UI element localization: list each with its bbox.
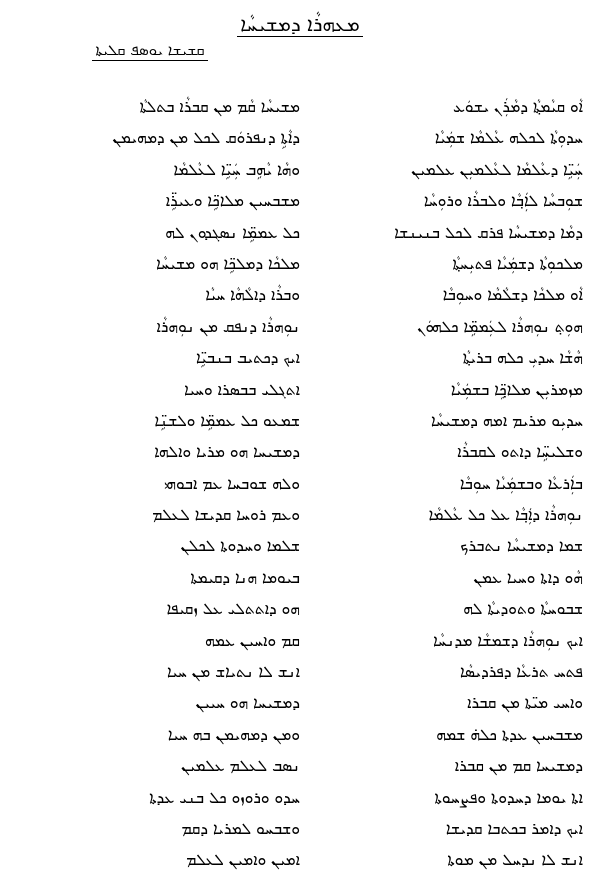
verse-line: ܘܥܡ ܪܘܚܐ ܩܕܝܫܐ ܠܥܠܡ [152,506,300,525]
verse-line: ܡܫܒܚܝܢ ܡܠܐܟܹ̈ܐ ܘܥܝܪܹ̈ܐ [165,192,300,211]
verse-column-right [318,92,583,877]
verse-line: ܘܫܒܚܘ ܠܡܪܝܐ ܕܩܡ [181,819,300,838]
verse-column-left [35,92,300,877]
verse-line: ܒܐܲܪܥܵܐ ܘܒܫܡܲܝܵܐ ܚܘܼܒܵܐ [459,474,583,493]
verse-line: ܫܡܥܘ ܟܠ ܥܡܡܹ̈ܐ ܘܠܫܢܹ̈ܐ [154,411,300,430]
verse-line: ܕܡܫܝܚܐ ܗܘ ܚܝܝܢ [195,694,300,713]
verse-line: ܢܣܒ ܠܥܠܡ ܥܠܡܝܢ [181,757,300,776]
verse-line: ܫܒܘܚܬܵܐ ܘܬܘܕܝܬܵܐ ܠܗ [463,600,583,619]
verse-line: ܚܕܘܼܬܵܐ ܠܟܠܗ ܥܵܠܡܵܐ ܫܡܲܝܵܐ [434,129,583,148]
verse-line: ܐܬܐ ܝܘܡܐ ܕܚܕܘܬܐ ܘܦܨܚܘܬܐ [434,788,583,807]
verse-line: ܢܘܼܗܪܵܐ ܕܐܲܒ݂ܵܐ ܥܠ ܟܠ ܥܵܠܡܵܐ [428,506,583,525]
verse-line: ܫܡܐ ܕܡܫܝܚܵܐ ܢܬܒܪܟ [460,537,583,556]
verse-line: ܚܲܝܹ̈ܐ ܕܥܵܠܡܵܐ ܠܥܵܠܡܝܼܢ ܥܠܡܝܢ [411,160,583,179]
verse-line: ܘܫܠܝܚܹ̈ܐ ܕܐܬܘ ܠܩܒܪܵܐ [457,443,583,462]
verse-line: ܫܘܼܒܚܵܐ ܠܐܲܒ݂ܵܐ ܘܠܒܪܵܐ ܘܪܘܼܚܵܐ [423,192,583,211]
verse-line: ܗܵܫܵܐ ܚܕܝܼ ܟܠܗ ܒܪܝܬ݂ܵܐ [462,349,583,368]
poem-title [0,10,600,38]
verse-line: ܐܝܟ ܢܘܼܗܪܵܐ ܕܫܡܫܵܐ ܡܕܢܚܵܐ [433,631,583,650]
verse-line: ܘܠܗ ܫܘܒܚܐ ܥܡ ܐܒܘܗܝ [164,474,300,493]
author-line [0,40,600,61]
verse-line: ܐܢܫ ܠܐ ܢܕܚܠ ܡܢ ܡܘܬܐ [447,851,583,870]
verse-line: ܟܠ ܥܡܡܹ̈ܐ ܢܣܓܕܘܢ ܠܗ [165,223,300,242]
verse-line: ܘܡܢ ܕܡܗܝܡܢ ܒܗ ܚܝܐ [167,725,300,744]
verse-line: ܐܝܟ ܕܐܡܪ ܒܟܬܒܐ ܩܕܝܫܐ [445,819,583,838]
verse-line: ܩܡ ܘܐܚܝܢ ܥܡܗ [204,631,300,650]
verse-line: ܕܡܫܝܚܐ ܗܘ ܡܪܝܐ ܘܐܠܗܐ [154,443,300,462]
verse-line: ܕܡܫܝܚܐ ܩܡ ܡܢ ܩܒܪܐ [454,757,583,776]
poem-title-text: ܡܥܗܪܵܐ ܕܡܫܝܚܵܐ [237,12,362,37]
verse-line: ܚܕܘ ܘܪܘܙܘ ܟܠ ܒܢܝ ܥܕܬܐ [149,788,300,807]
verse-line: ܐܵܘ ܡܠܟܵܐ ܕܫܠܵܡܵܐ ܘܚܘܼܒܵܐ [442,286,583,305]
verse-line: ܐܬܓܠܝ ܒܒܣܪܐ ܘܚܝܐ [184,380,300,399]
verse-line: ܐܵܘ ܩܝܵܡܬ݂ܵܐ ܕܡܵܪܲܢ ܝܫܘܿܥ [452,98,583,116]
verse-line: ܦܬܚ ܬܪܥܵܐ ܕܦܪܕܝܣܵܐ [460,663,583,682]
verse-line: ܫܠܡܐ ܘܚܕܘܬܐ ܠܟܠܢ [180,537,300,556]
verse-line: ܐܡܝܢ ܘܐܡܝܢ ܠܥܠܡ [186,851,300,870]
verse-line: ܡܫܝܚܵܐ ܩܵܡ ܡܢ ܩܒܪܵܐ ܒܬܠܬܵܐ [139,98,300,116]
verse-line: ܐܝܟ ܕܟܬܝܒ ܒܢܒܝܹ̈ܐ [195,349,300,368]
verse-line: ܡܠܟܘܼܬܵܐ ܕܫܡܲܝܵܐ ܦܬܝܼܚܬ݂ܵܐ [452,254,583,273]
verse-line: ܘܒܪܵܐ ܕܐܠܵܗܵܐ ܚܝܵܐ [205,286,300,305]
verse-line: ܘܐܚܝ ܡܝ̈ܬܐ ܡܢ ܩܒܪܐ [467,694,583,713]
verse-line: ܡܠܟܵܐ ܕܡܠܟܹ̈ܐ ܗܘ ܡܫܝܚܵܐ [156,254,300,273]
verse-line: ܕܐܵܬܹܐ ܕܢܦܪܘܿܩ ܠܟܠ ܡܢ ܕܡܗܝܡܢ [112,129,300,148]
verse-line: ܗܵܘ ܕܐܬܐ ܘܚܝܐ ܥܡܢ [473,568,583,587]
verse-line: ܗܘ ܕܐܬܬܠܝ ܥܠ ܙܩܝܦܐ [166,600,300,619]
verse-line: ܚܕܝܼܘ ܡܪܝܡ ܐܡܗ ܕܡܫܝܚܵܐ [431,411,583,430]
verse-line: ܗܘܼܬ݂ ܢܘܼܗܪܵܐ ܠܥܲܡܡܹ̈ܐ ܟܠܗܘܿܢ [417,317,583,336]
verse-line: ܕܡܵܐ ܕܡܫܝܚܵܐ ܦܪܩ ܠܟܠ ܒܢܝܢܫܐ [394,223,583,242]
verse-line: ܒܝܘܡܐ ܗܢܐ ܕܩܝܡܬܐ [190,568,300,587]
verse-line: ܡܙܡܪܝܼܢ ܡܠܐܟ݂ܹ̈ܐ ܒܫܡܲܝܵܐ [450,380,583,399]
verse-line: ܘܗܵܐ ܝܵܗܹܒ ܚܲܝܹ̈ܐ ܠܥܵܠܡܵܐ [173,160,300,179]
verse-line: ܐܢܫ ܠܐ ܢܬܝܐܫ ܡܢ ܚܝܐ [166,663,300,682]
verse-line: ܡܫܒܚܝܢ ܥܕܬܐ ܟܠܗ̇ ܫܡܗ [436,725,583,744]
author-name: ܩܫܝܫܐ ܝܘܣܦ ܩܠܝܬܐ [92,40,207,61]
verse-line: ܢܘܼܗܪܵܐ ܕܢܦܩ ܡܢ ܢܘܼܗܪܵܐ [156,317,300,336]
